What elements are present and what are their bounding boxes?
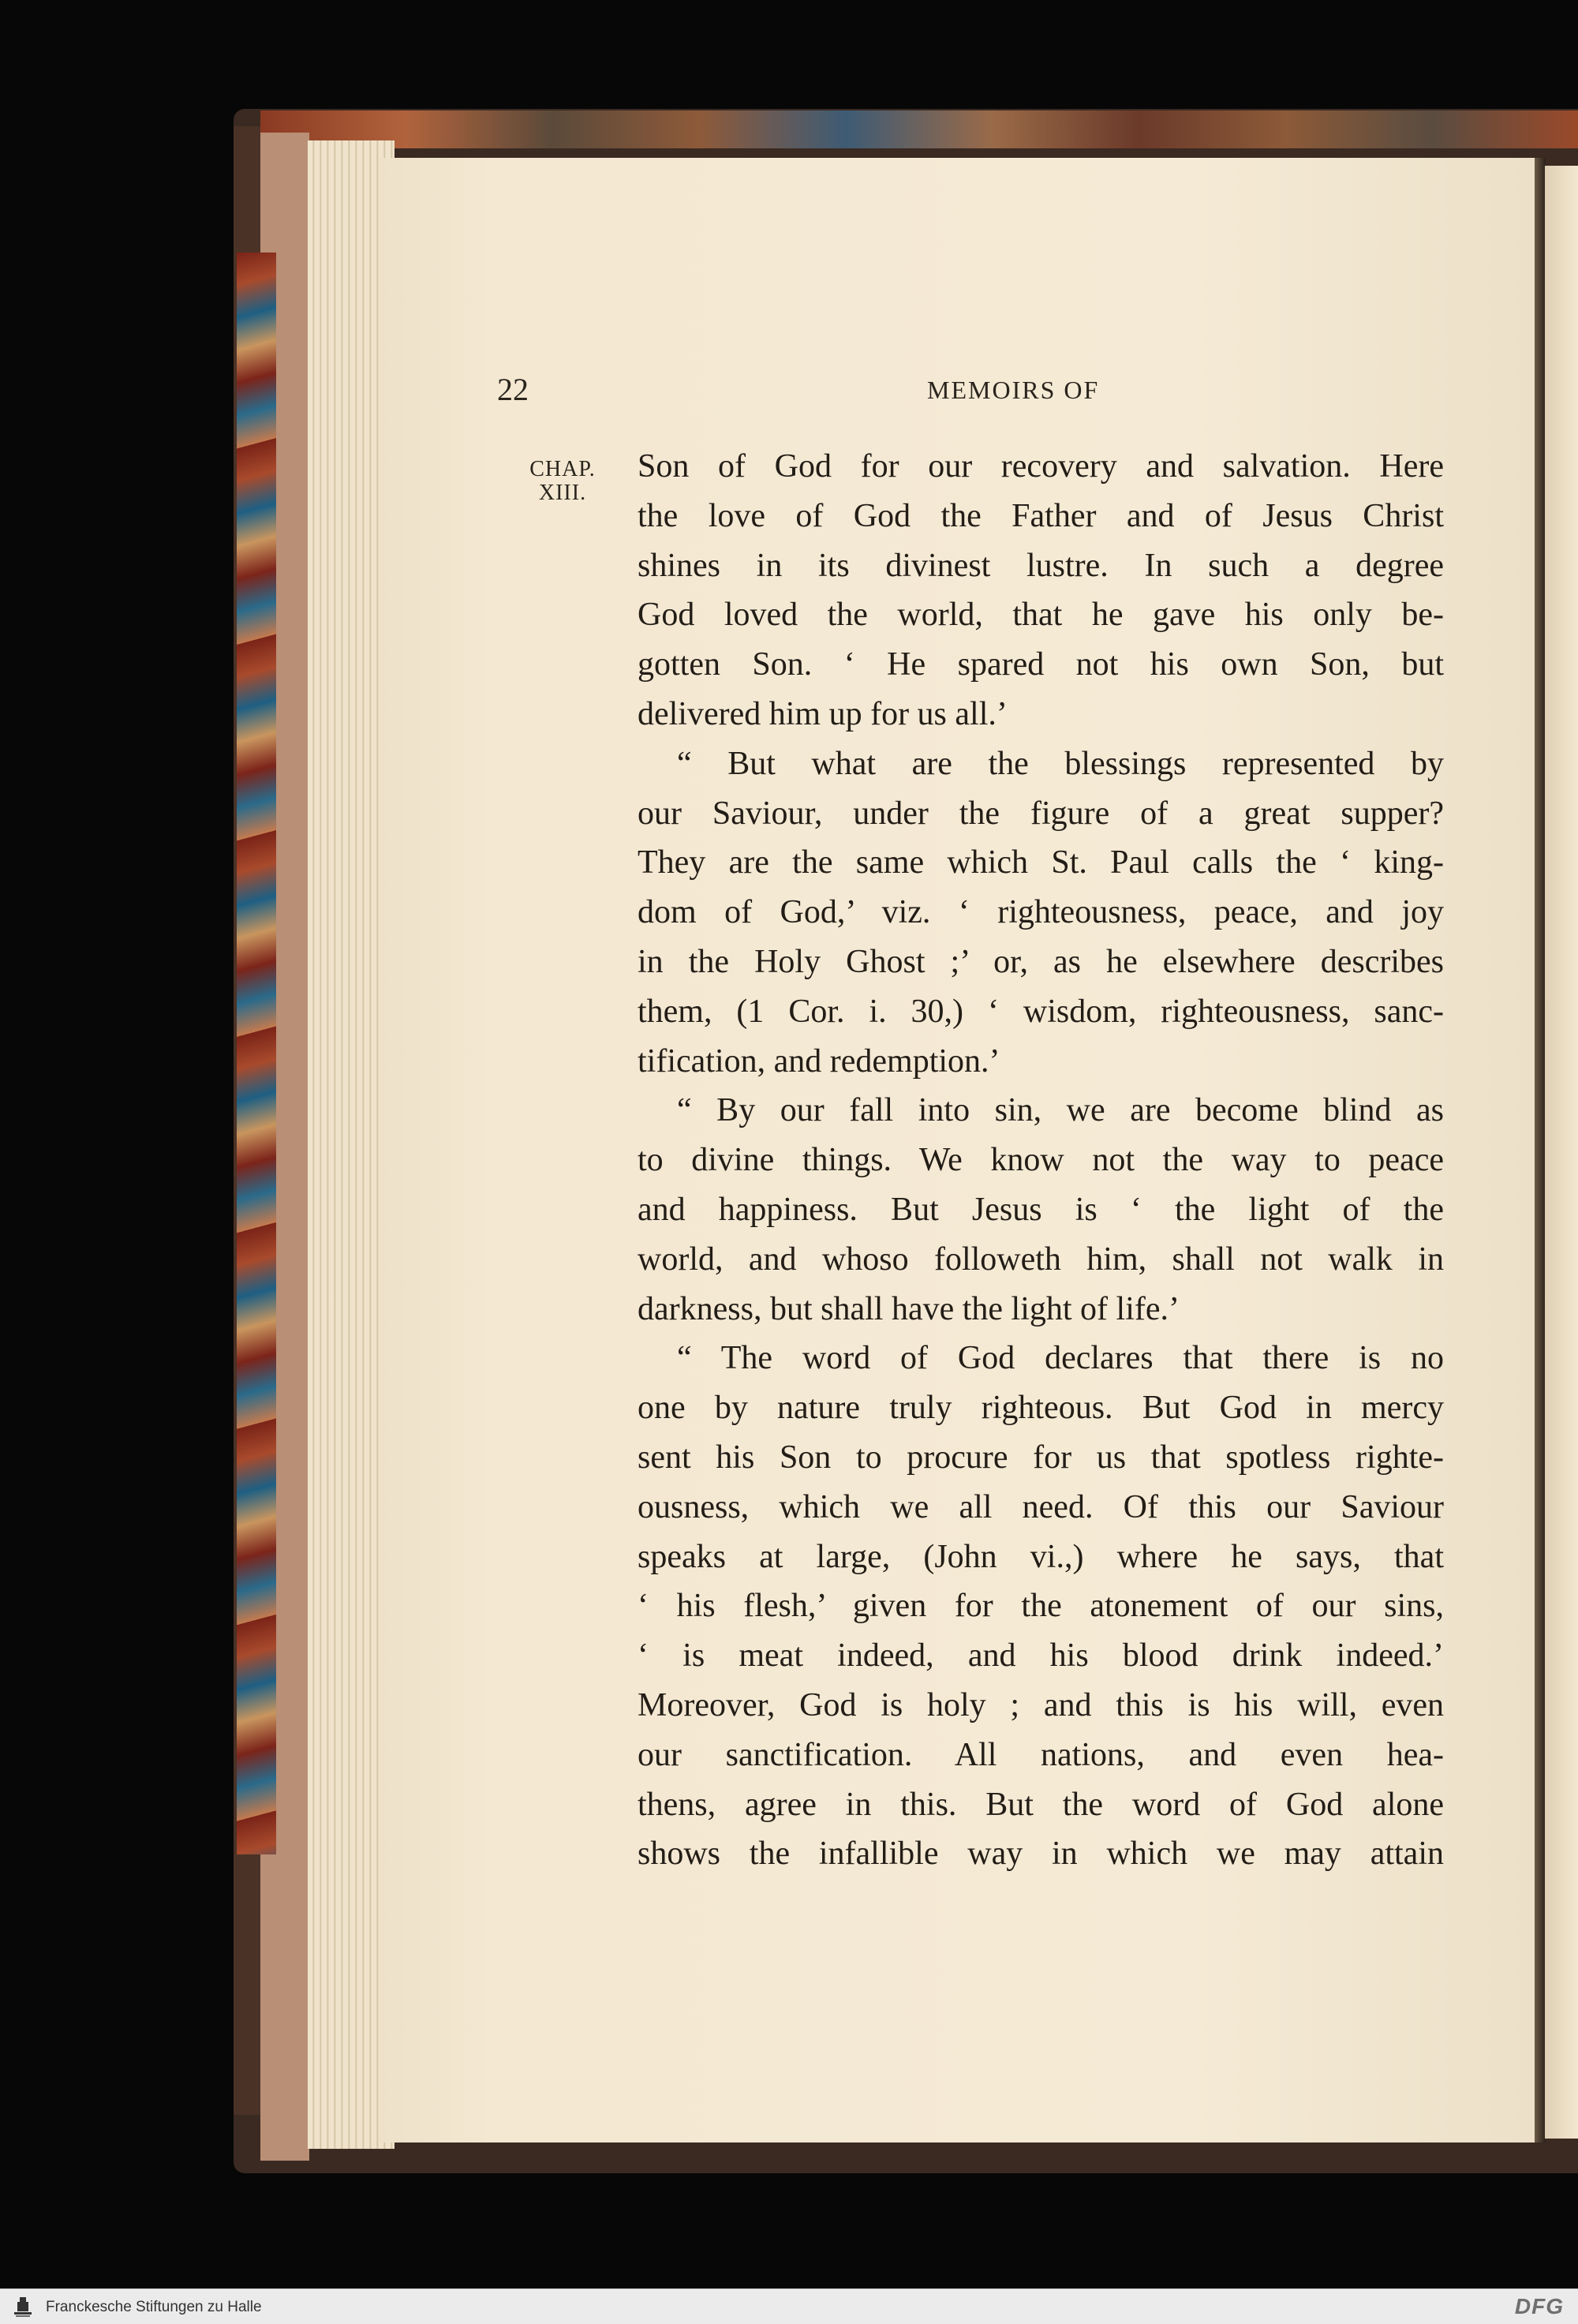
- text-line: gotten Son. ‘ He spared not his own Son, but: [638, 646, 1444, 683]
- text-line: shows the infallible way in which we may attain: [638, 1836, 1444, 1873]
- text-line: world, and whoso followeth him, shall not walk in: [638, 1241, 1444, 1278]
- text-line: our sanctification. All nations, and even hea-: [638, 1736, 1444, 1773]
- text-line: darkness, but shall have the light of life.’: [638, 1290, 1180, 1327]
- chapter-marginal-note: [523, 458, 602, 505]
- text-line: Moreover, God is holy ; and this is his will, even: [638, 1686, 1444, 1723]
- text-line: ‘ is meat indeed, and his blood drink indeed.’: [638, 1637, 1444, 1675]
- running-title: MEMOIRS OF: [927, 376, 1100, 404]
- text-line: speaks at large, (John vi.,) where he says, that: [638, 1538, 1444, 1575]
- marginal-chap-label: CHAP.: [529, 457, 596, 481]
- text-line: the love of God the Father and of Jesus Christ: [638, 497, 1444, 534]
- viewer-footer-bar: [0, 2288, 1578, 2324]
- page-gutter: [1535, 158, 1546, 2142]
- running-head: [497, 371, 1523, 410]
- body-text: [638, 442, 1444, 1879]
- text-line: sent his Son to procure for us that spotless righte-: [638, 1439, 1444, 1476]
- text-line: “ But what are the blessings represented by: [677, 745, 1444, 782]
- marbled-endpaper: [237, 253, 276, 1854]
- cover-top-edge: [260, 110, 1578, 148]
- text-line: “ By our fall into sin, we are become blind as: [677, 1092, 1444, 1129]
- text-line: to divine things. We know not the way to peace: [638, 1142, 1444, 1179]
- dfg-logo: DFG: [1514, 2294, 1564, 2318]
- text-line: in the Holy Ghost ;’ or, as he elsewhere describes: [638, 943, 1444, 980]
- text-line: tification, and redemption.’: [638, 1042, 1000, 1080]
- text-line: Son of God for our recovery and salvation. Here: [638, 448, 1444, 485]
- text-line: our Saviour, under the figure of a great supper?: [638, 795, 1444, 832]
- text-line: and happiness. But Jesus is ‘ the light of the: [638, 1191, 1444, 1228]
- text-line: God loved the world, that he gave his only be-: [638, 597, 1444, 634]
- text-line: shines in its divinest lustre. In such a degree: [638, 547, 1444, 584]
- text-line: “ The word of God declares that there is no: [677, 1340, 1444, 1377]
- text-line: them, (1 Cor. i. 30,) ‘ wisdom, righteousness, sanc-: [638, 993, 1444, 1030]
- text-line: one by nature truly righteous. But God in mercy: [638, 1390, 1444, 1427]
- facing-page-edge: [1545, 166, 1578, 2139]
- marginal-chap-number: XIII.: [538, 481, 587, 505]
- text-line: thens, agree in this. But the word of God alone: [638, 1786, 1444, 1823]
- text-line: They are the same which St. Paul calls the ‘ king-: [638, 844, 1444, 881]
- institution-logo-icon: [13, 2296, 33, 2318]
- text-line: dom of God,’ viz. ‘ righteousness, peace, and joy: [638, 894, 1444, 931]
- text-line: ‘ his flesh,’ given for the atonement of our sins,: [638, 1588, 1444, 1625]
- institution-name: Franckesche Stiftungen zu Halle: [46, 2299, 262, 2315]
- text-line: ousness, which we all need. Of this our Saviour: [638, 1488, 1444, 1525]
- text-line: delivered him up for us all.’: [638, 695, 1008, 732]
- page-number: 22: [497, 372, 529, 407]
